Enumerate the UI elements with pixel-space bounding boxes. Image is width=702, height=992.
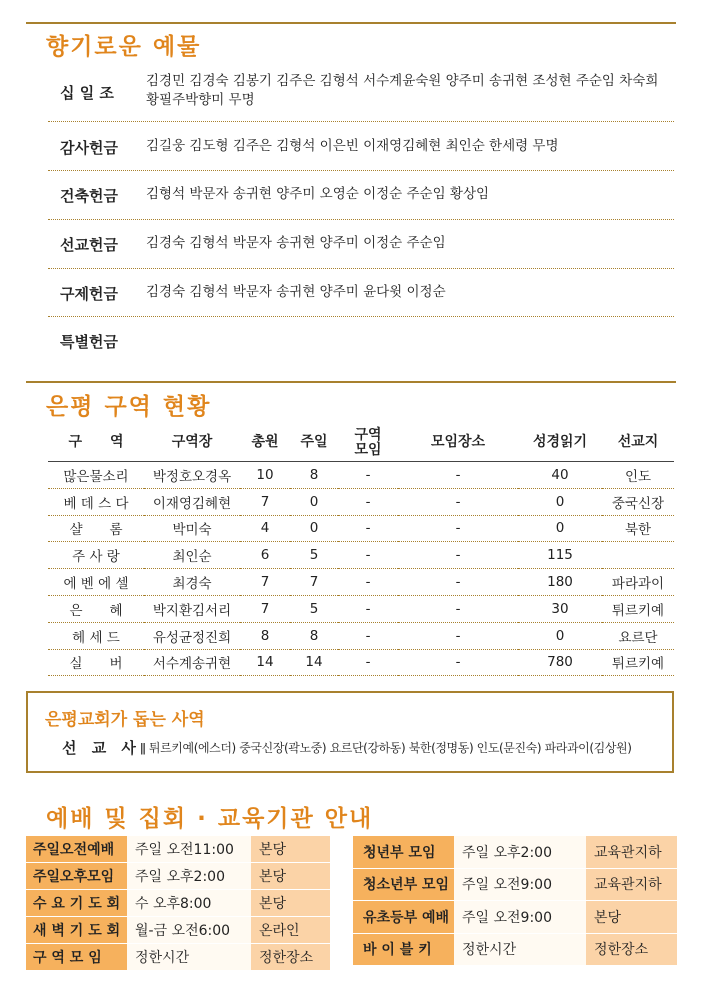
- meeting-place: -: [398, 595, 518, 622]
- meeting-count: -: [338, 515, 398, 542]
- offering-label-mission: 선교헌금: [60, 236, 118, 254]
- schedule-left-row: [26, 917, 330, 944]
- total-members: 7: [240, 595, 290, 622]
- table-row: [48, 515, 674, 542]
- event-place: 교육관지하: [586, 836, 677, 868]
- mission-field: 파라과이: [602, 569, 674, 596]
- district-table: [48, 424, 674, 676]
- table-row: [48, 462, 674, 489]
- district-leader: 박지환김서리: [144, 595, 240, 622]
- divider: [48, 219, 674, 220]
- offering-names-building: 김형석 박문자 송귀현 양주미 오영순 이정순 주순임 황상임: [146, 186, 490, 202]
- district-name: 헤 세 드: [48, 622, 144, 649]
- sunday-attendance: 5: [290, 595, 338, 622]
- bible-reading: 30: [518, 595, 602, 622]
- section-rule: [26, 381, 676, 383]
- meeting-count: -: [338, 595, 398, 622]
- schedule-left-table: [26, 836, 330, 971]
- district-header-row: [48, 424, 674, 462]
- meeting-count: -: [338, 542, 398, 569]
- mission-box: [26, 691, 674, 773]
- mission-field: 중국신장: [602, 488, 674, 515]
- offering-names-thanks: 김길웅 김도형 김주은 김형석 이은빈 이재영김혜현 최인순 한세령 무명: [146, 138, 559, 154]
- event-name: 구 역 모 임: [26, 944, 127, 971]
- offerings-title: 향기로운 예물: [46, 34, 202, 60]
- event-name: 바 이 블 키: [353, 933, 454, 966]
- mission-field: 인도: [602, 462, 674, 489]
- event-place: 본당: [586, 901, 677, 934]
- offering-label-tithe: 십 일 조: [60, 84, 114, 102]
- meeting-place: -: [398, 542, 518, 569]
- district-leader: 최인순: [144, 542, 240, 569]
- bible-reading: 780: [518, 649, 602, 676]
- schedule-left-row: [26, 944, 330, 971]
- mission-title: 은평교회가 돕는 사역: [45, 710, 205, 730]
- offering-names-relief: 김경숙 김형석 박문자 송귀현 양주미 윤다윗 이정순: [146, 284, 446, 300]
- event-time: 주일 오전11:00: [127, 836, 251, 863]
- sunday-attendance: 0: [290, 515, 338, 542]
- event-name: 새 벽 기 도 회: [26, 917, 127, 944]
- bible-reading: 115: [518, 542, 602, 569]
- event-place: 본당: [251, 863, 330, 890]
- bible-reading: 0: [518, 488, 602, 515]
- schedule-title: 예배 및 집회 · 교육기관 안내: [46, 806, 374, 832]
- event-name: 청소년부 모임: [353, 868, 454, 901]
- schedule-right-row: [353, 868, 677, 901]
- district-name: 에 벤 에 셀: [48, 569, 144, 596]
- mission-field: 튀르키예: [602, 595, 674, 622]
- total-members: 14: [240, 649, 290, 676]
- schedule-right-row: [353, 901, 677, 934]
- event-place: 본당: [251, 836, 330, 863]
- schedule-left-row: [26, 890, 330, 917]
- meeting-count: -: [338, 622, 398, 649]
- total-members: 8: [240, 622, 290, 649]
- sunday-attendance: 14: [290, 649, 338, 676]
- meeting-place: -: [398, 488, 518, 515]
- event-time: 주일 오후2:00: [454, 836, 586, 868]
- meeting-place: -: [398, 649, 518, 676]
- event-name: 주일오전예배: [26, 836, 127, 863]
- meeting-count: -: [338, 569, 398, 596]
- bible-reading: 40: [518, 462, 602, 489]
- bible-reading: 180: [518, 569, 602, 596]
- event-time: 주일 오후2:00: [127, 863, 251, 890]
- event-place: 교육관지하: [586, 868, 677, 901]
- offering-label-thanks: 감사헌금: [60, 139, 118, 157]
- col-total: 총원: [240, 424, 290, 462]
- offering-names-tithe: 김경민 김경숙 김봉기 김주은 김형석 서수계윤숙원 양주미 송귀현 조성현 주순임 차숙희 황필주박향미 무명: [146, 73, 659, 108]
- table-row: [48, 569, 674, 596]
- event-time: 정한시간: [127, 944, 251, 971]
- table-row: [48, 649, 674, 676]
- divider: [48, 170, 674, 171]
- col-district: 구 역: [48, 424, 144, 462]
- col-meeting: 구역 모임: [338, 424, 398, 462]
- meeting-count: -: [338, 462, 398, 489]
- offering-label-special: 특별헌금: [60, 333, 118, 351]
- table-row: [48, 595, 674, 622]
- schedule-right-row: [353, 836, 677, 868]
- event-time: 정한시간: [454, 933, 586, 966]
- col-bible-reading: 성경읽기: [518, 424, 602, 462]
- district-leader: 박정호오경옥: [144, 462, 240, 489]
- event-name: 수 요 기 도 회: [26, 890, 127, 917]
- sunday-attendance: 7: [290, 569, 338, 596]
- district-leader: 최경숙: [144, 569, 240, 596]
- offering-label-building: 건축헌금: [60, 187, 118, 205]
- event-time: 주일 오전9:00: [454, 868, 586, 901]
- table-row: [48, 542, 674, 569]
- divider: [48, 121, 674, 122]
- offering-names-mission: 김경숙 김형석 박문자 송귀현 양주미 이정순 주순임: [146, 235, 446, 251]
- col-mission-field: 선교지: [602, 424, 674, 462]
- event-name: 유초등부 예배: [353, 901, 454, 934]
- event-place: 정한장소: [586, 933, 677, 966]
- district-leader: 이재영김혜현: [144, 488, 240, 515]
- meeting-place: -: [398, 569, 518, 596]
- sunday-attendance: 8: [290, 622, 338, 649]
- district-name: 주 사 랑: [48, 542, 144, 569]
- meeting-count: -: [338, 488, 398, 515]
- table-row: [48, 488, 674, 515]
- meeting-place: -: [398, 622, 518, 649]
- mission-field: [602, 542, 674, 569]
- schedule-right-table: [353, 836, 677, 966]
- event-place: 본당: [251, 890, 330, 917]
- divider: [48, 316, 674, 317]
- sunday-attendance: 0: [290, 488, 338, 515]
- missionary-list: ǁ 튀르키예(에스더) 중국신장(곽노중) 요르단(강하동) 북한(정명동) 인도(문진숙) 파라과이(김상원): [140, 741, 632, 755]
- divider: [48, 268, 674, 269]
- total-members: 7: [240, 569, 290, 596]
- total-members: 10: [240, 462, 290, 489]
- district-leader: 서수계송귀현: [144, 649, 240, 676]
- bible-reading: 0: [518, 622, 602, 649]
- district-leader: 박미숙: [144, 515, 240, 542]
- schedule-right-row: [353, 933, 677, 966]
- districts-title: 은평 구역 현황: [46, 394, 212, 420]
- mission-field: 요르단: [602, 622, 674, 649]
- district-name: 베 데 스 다: [48, 488, 144, 515]
- meeting-count: -: [338, 649, 398, 676]
- top-rule: [26, 22, 676, 24]
- col-sunday: 주일: [290, 424, 338, 462]
- district-name: 샬 롬: [48, 515, 144, 542]
- total-members: 4: [240, 515, 290, 542]
- missionary-label: 선 교 사: [62, 739, 141, 757]
- district-name: 은 혜: [48, 595, 144, 622]
- schedule-left-row: [26, 836, 330, 863]
- event-time: 월-금 오전6:00: [127, 917, 251, 944]
- meeting-place: -: [398, 515, 518, 542]
- event-name: 청년부 모임: [353, 836, 454, 868]
- district-name: 실 버: [48, 649, 144, 676]
- sunday-attendance: 5: [290, 542, 338, 569]
- table-row: [48, 622, 674, 649]
- event-place: 온라인: [251, 917, 330, 944]
- sunday-attendance: 8: [290, 462, 338, 489]
- schedule-left-row: [26, 863, 330, 890]
- total-members: 6: [240, 542, 290, 569]
- col-place: 모임장소: [398, 424, 518, 462]
- mission-field: 북한: [602, 515, 674, 542]
- event-time: 수 오후8:00: [127, 890, 251, 917]
- district-name: 많은물소리: [48, 462, 144, 489]
- event-time: 주일 오전9:00: [454, 901, 586, 934]
- mission-field: 튀르키예: [602, 649, 674, 676]
- col-leader: 구역장: [144, 424, 240, 462]
- event-place: 정한장소: [251, 944, 330, 971]
- total-members: 7: [240, 488, 290, 515]
- meeting-place: -: [398, 462, 518, 489]
- bible-reading: 0: [518, 515, 602, 542]
- event-name: 주일오후모임: [26, 863, 127, 890]
- offering-label-relief: 구제헌금: [60, 285, 118, 303]
- district-leader: 유성균정진희: [144, 622, 240, 649]
